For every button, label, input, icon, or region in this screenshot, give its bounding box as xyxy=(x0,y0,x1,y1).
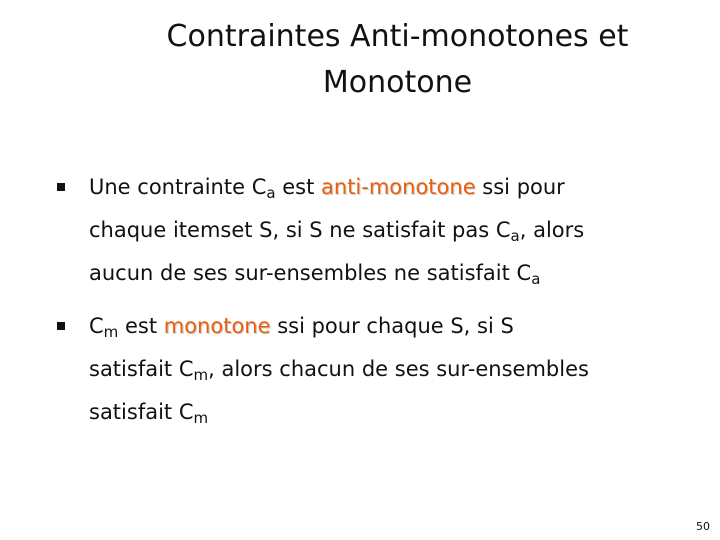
text-run: Une contrainte C xyxy=(89,175,267,199)
text-run: ssi pour chaque S, si S xyxy=(270,314,514,338)
text-run: , alors xyxy=(519,218,585,242)
bullet-2-line-3 xyxy=(89,397,208,427)
subscript: m xyxy=(193,409,209,427)
text-run: chaque itemset S, si S ne satisfait pas C xyxy=(89,218,511,242)
subscript: m xyxy=(103,323,119,341)
bullet-2-line-1 xyxy=(89,311,514,341)
subscript: a xyxy=(266,184,276,202)
subscript: a xyxy=(531,270,541,288)
slide-title-line-2: Monotone xyxy=(322,65,473,100)
text-run: est xyxy=(275,175,322,199)
keyword-monotone: monotone xyxy=(163,314,271,338)
slide-title-line-1: Contraintes Anti-monotones et xyxy=(166,19,629,54)
text-run: C xyxy=(89,314,104,338)
text-run: est xyxy=(118,314,164,338)
bullet-1-line-3 xyxy=(89,258,540,288)
bullet-2-marker xyxy=(57,322,65,330)
bullet-1-line-1 xyxy=(89,172,565,202)
text-run: ssi pour xyxy=(475,175,565,199)
keyword-anti-monotone: anti-monotone xyxy=(321,175,476,199)
bullet-1-marker xyxy=(57,183,65,191)
bullet-2-line-2 xyxy=(89,354,589,384)
text-run: , alors chacun de ses sur-ensembles xyxy=(208,357,589,381)
text-run: aucun de ses sur-ensembles ne satisfait C xyxy=(89,261,532,285)
slide-title xyxy=(40,14,720,106)
page-number: 50 xyxy=(696,520,710,533)
bullet-1-line-2 xyxy=(89,215,584,245)
subscript: m xyxy=(193,366,209,384)
text-run: satisfait C xyxy=(89,400,194,424)
subscript: a xyxy=(510,227,520,245)
text-run: satisfait C xyxy=(89,357,194,381)
